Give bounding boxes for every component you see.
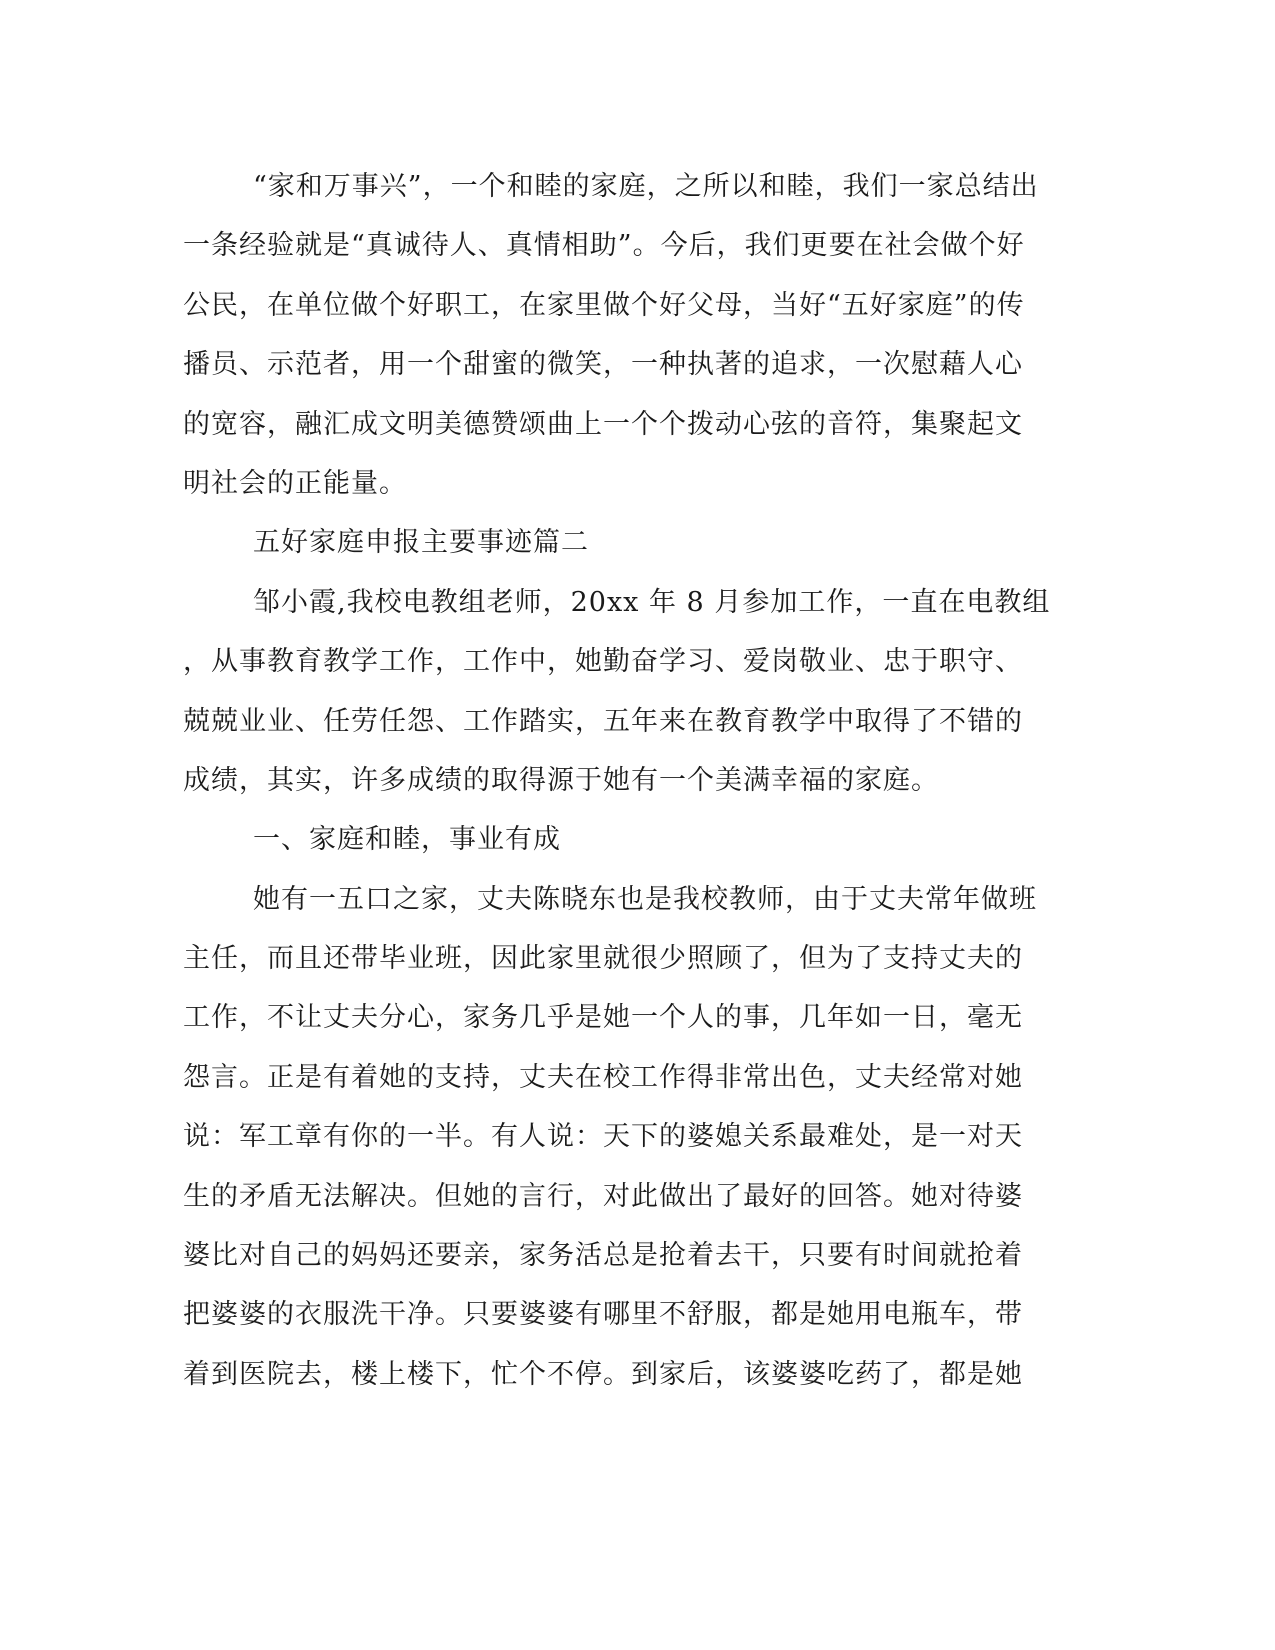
paragraph-line: 怨言。正是有着她的支持，丈夫在校工作得非常出色，丈夫经常对她 [183, 1061, 1023, 1093]
paragraph-line: 播员、示范者，用一个甜蜜的微笑，一种执著的追求，一次慰藉人心 [183, 349, 1023, 381]
paragraph-line: 婆比对自己的妈妈还要亲，家务活总是抢着去干，只要有时间就抢着 [183, 1240, 1023, 1272]
paragraph-line: 着到医院去，楼上楼下，忙个不停。到家后，该婆婆吃药了，都是她 [183, 1358, 1023, 1390]
paragraph-line: 明社会的正能量。 [183, 467, 407, 499]
section-heading: 五好家庭申报主要事迹篇二 [253, 527, 589, 559]
paragraph-line: ，从事教育教学工作，工作中，她勤奋学习、爱岗敬业、忠于职守、 [183, 646, 1023, 678]
document-body [183, 157, 1051, 1404]
paragraph-line: 她有一五口之家，丈夫陈晓东也是我校教师，由于丈夫常年做班 [253, 883, 1037, 915]
paragraph-line: 一条经验就是“真诚待人、真情相助”。今后，我们更要在社会做个好 [183, 230, 1025, 262]
paragraph-line: 的宽容，融汇成文明美德赞颂曲上一个个拨动心弦的音符，集聚起文 [183, 408, 1023, 440]
paragraph-line: 说：军工章有你的一半。有人说：天下的婆媳关系最难处，是一对天 [183, 1121, 1023, 1153]
paragraph-line: 公民，在单位做个好职工，在家里做个好父母，当好“五好家庭”的传 [183, 289, 1025, 321]
subsection-heading: 一、家庭和睦，事业有成 [253, 824, 561, 856]
paragraph-line: “家和万事兴”，一个和睦的家庭，之所以和睦，我们一家总结出 [253, 171, 1039, 202]
paragraph-line: 邹小霞,我校电教组老师，20xx 年 8 月参加工作，一直在电教组 [253, 586, 1051, 618]
paragraph-line: 兢兢业业、任劳任怨、工作踏实，五年来在教育教学中取得了不错的 [183, 705, 1023, 737]
paragraph-line: 生的矛盾无法解决。但她的言行，对此做出了最好的回答。她对待婆 [183, 1180, 1023, 1212]
paragraph-line: 主任，而且还带毕业班，因此家里就很少照顾了，但为了支持丈夫的 [183, 943, 1023, 975]
paragraph-line: 把婆婆的衣服洗干净。只要婆婆有哪里不舒服，都是她用电瓶车，带 [183, 1299, 1023, 1331]
paragraph-line: 成绩，其实，许多成绩的取得源于她有一个美满幸福的家庭。 [183, 764, 939, 796]
paragraph-line: 工作，不让丈夫分心，家务几乎是她一个人的事，几年如一日，毫无 [183, 1002, 1023, 1034]
